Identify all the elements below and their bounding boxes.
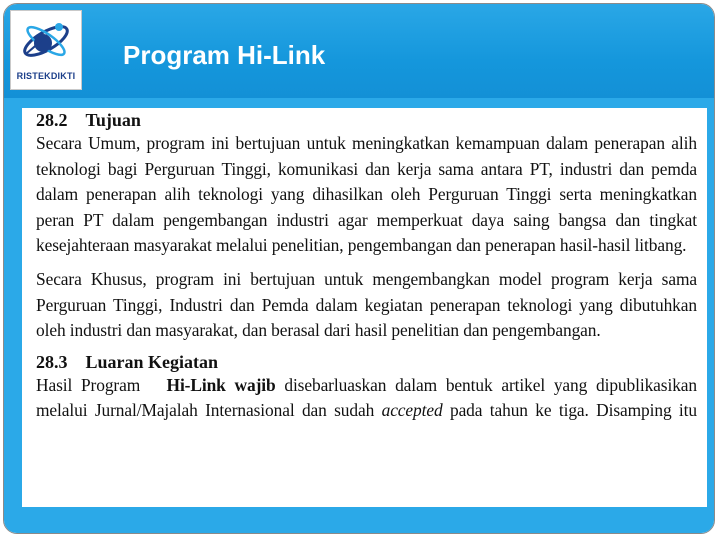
text-line — [36, 373, 697, 399]
text-line: dalam penerapan alih teknologi yang dihasilkan oleh Perguruan Tinggi serta meningkatkan — [36, 184, 697, 205]
text-line: Perguruan Tinggi, Industri dan Pemda dalam kegiatan penerapan teknologi yang dibutuhkan — [36, 294, 697, 315]
text-line: Secara Khusus, program ini bertujuan untuk mengembangkan model program kerja sama — [36, 268, 697, 289]
text-run: melalui Jurnal/Majalah Internasional dan sudah — [36, 400, 375, 421]
text-run: disebarluaskan dalam bentuk artikel yang dipublikasikan — [284, 374, 698, 395]
paragraph-luaran — [36, 373, 697, 424]
document-excerpt — [22, 108, 707, 507]
bold-run: Hi-Link wajib — [166, 374, 276, 395]
slide — [3, 3, 715, 534]
ristekdikti-emblem-icon — [17, 13, 75, 69]
text-run: Hasil Program — [36, 374, 141, 395]
text-run: pada tahun ke tiga. Disamping itu — [449, 400, 697, 421]
section-heading-luaran — [36, 352, 697, 372]
slide-title: Program Hi-Link — [123, 40, 326, 70]
text-line: oleh industri dan masyarakat, dan berasal dari hasil penelitian dan pengembangan. — [36, 320, 601, 341]
section-number: 28.2 — [36, 110, 68, 130]
section-title: Luaran Kegiatan — [85, 351, 219, 372]
text-line: Secara Umum, program ini bertujuan untuk meningkatkan kemampuan dalam penerapan alih — [36, 133, 697, 153]
content-band — [4, 98, 714, 534]
text-line — [36, 398, 697, 424]
section-number: 28.3 — [36, 351, 68, 372]
ristekdikti-logo — [10, 10, 82, 90]
section-title: Tujuan — [85, 110, 141, 130]
paragraph-umum — [36, 131, 697, 259]
italic-run: accepted — [381, 400, 443, 421]
text-line: teknologi bagi Perguruan Tinggi, komunikasi dan kerja sama antara PT, industri dan pemda — [36, 158, 697, 179]
text-line: peran PT dalam pengembangan industri agar memperkuat daya saing bangsa dan tingkat — [36, 209, 697, 230]
section-heading-tujuan — [36, 110, 697, 130]
text-line: kesejahteraan masyarakat melalui penelitian, pengembangan dan penerapan hasil-hasil litbang. — [36, 235, 687, 256]
paragraph-khusus — [36, 267, 697, 344]
header-band — [4, 4, 714, 98]
logo-text: RISTEKDIKTI — [16, 71, 76, 81]
